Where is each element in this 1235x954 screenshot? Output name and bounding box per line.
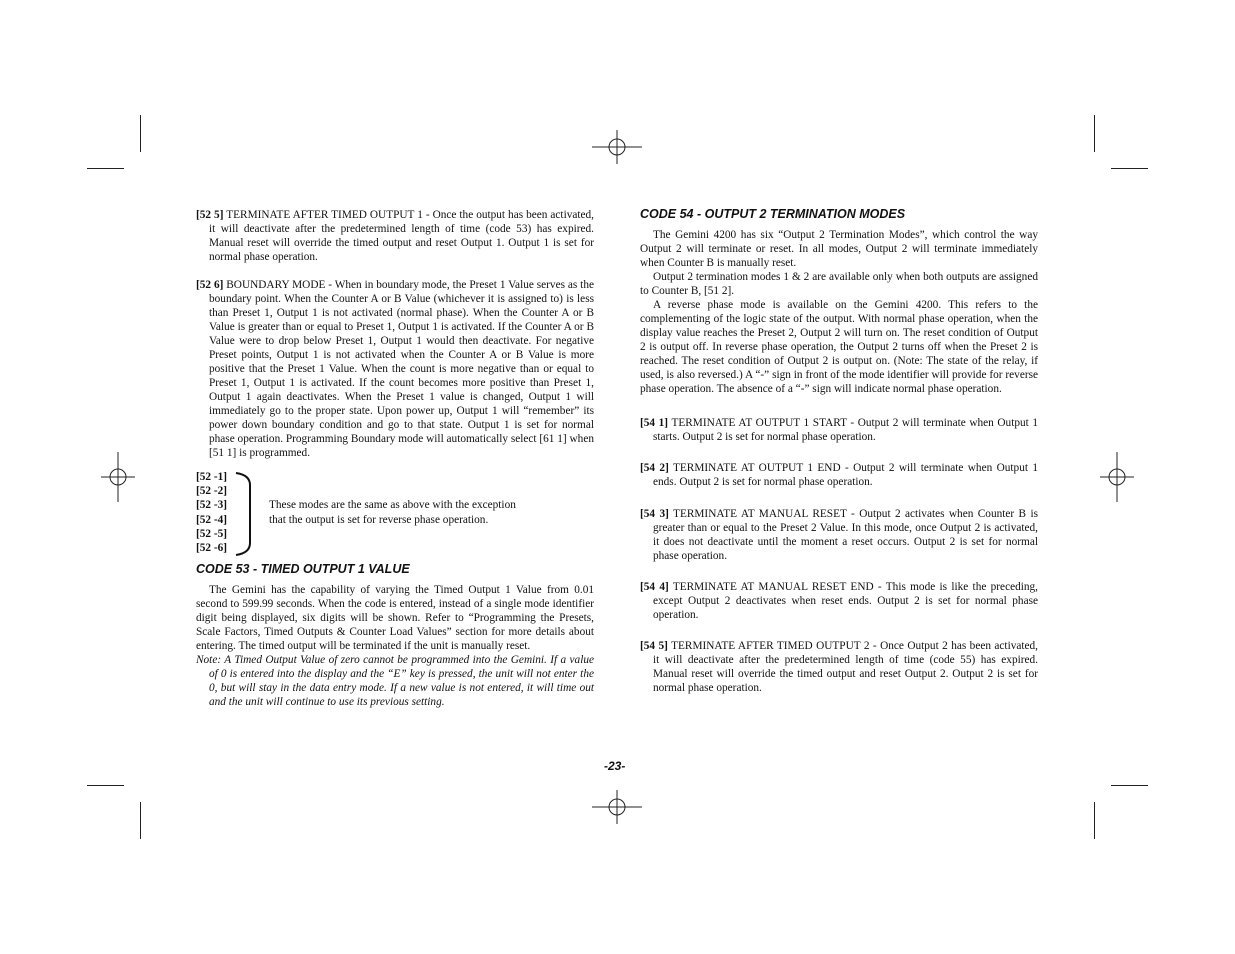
mode-description: TERMINATE AFTER TIMED OUTPUT 2 - Once Output 2 has been activated, it will deactivate after the predetermined length of time (code 55) has expired. Manual reset will override the timed output and reset Output 2. Output 2 is set for normal phase operation. xyxy=(653,640,1038,694)
right-column xyxy=(640,580,1038,622)
body-paragraph: The Gemini 4200 has six “Output 2 Termination Modes”, which control the way Output 2 will terminate or reset. In all modes, Output 2 will terminate immediately when Counter B is manually reset. xyxy=(640,229,1038,269)
mode-54-3 xyxy=(640,507,1038,563)
right-column xyxy=(640,461,1038,489)
mode-code: [54 5] xyxy=(640,640,668,652)
mode-code: [52 -2] xyxy=(196,485,228,498)
registration-mark-icon xyxy=(592,122,642,172)
mode-description: TERMINATE AT MANUAL RESET END - This mode is like the preceding, except Output 2 deactivates when reset ends. Output 2 is set for normal phase operation. xyxy=(653,581,1039,621)
mode-code: [52 -1] xyxy=(196,471,228,483)
mode-code: [52 -5] xyxy=(196,527,228,540)
crop-mark xyxy=(1094,115,1095,152)
crop-mark xyxy=(140,802,141,839)
crop-mark xyxy=(87,785,124,786)
registration-mark-icon xyxy=(93,452,143,502)
right-column xyxy=(640,416,1038,444)
mode-description: TERMINATE AFTER TIMED OUTPUT 1 - Once the output has been activated, it will deactivate after the predetermined length of time (code 53) has expired. Manual reset will override the timed output and reset Output 1. Output 1 is set for normal phase operation. xyxy=(209,209,594,263)
mode-code: [52 -6] xyxy=(196,542,228,555)
mode-description: BOUNDARY MODE - When in boundary mode, the Preset 1 Value serves as the boundary point. When the Counter A or B Value (whichever it is assigned to) is less than Preset 1, Output 1 is not activated (normal phase). When the Counter A or B Value is greater than or equal to Preset 1, Output 1 is activated. If the Counter A or B Value were to drop below Preset 1, Output 1 would then deactivate. For negative Preset points, Output 1 is not activated when the Counter A or B Value is more positive that the Preset 1 Value. When the count is more negative than or equal to Preset 1, Output 1 is activated. If the count becomes more positive than Preset 1, Output 1 again deactivates. When the Preset 1 value is changed, Output 1 will immediately go to the proper state. Upon power up, Output 1 will “remember” its power down boundary condition and go to that state. Output 1 is set for normal phase operation. Programming Boundary mode will automatically select [61 1] when [51 1] is programmed. xyxy=(209,279,594,459)
mode-code: [52 5] xyxy=(196,209,224,221)
registration-mark-icon xyxy=(1092,452,1142,502)
left-column xyxy=(196,278,594,460)
right-column xyxy=(640,507,1038,563)
mode-description: TERMINATE AT OUTPUT 1 START - Output 2 will terminate when Output 1 starts. Output 2 is set for normal phase operation. xyxy=(653,417,1039,443)
crop-mark xyxy=(1111,168,1148,169)
mode-description: TERMINATE AT OUTPUT 1 END - Output 2 will terminate when Output 1 ends. Output 2 is set for normal phase operation. xyxy=(653,462,1038,488)
mode-54-1 xyxy=(640,416,1038,444)
crop-mark xyxy=(140,115,141,152)
mode-52-5 xyxy=(196,208,594,264)
right-column xyxy=(640,639,1038,695)
mode-code: [52 6] xyxy=(196,279,224,291)
reverse-mode-description xyxy=(269,498,516,527)
mode-code: [54 1] xyxy=(640,417,669,429)
mode-code: [52 -3] xyxy=(196,499,228,512)
page-number: -23- xyxy=(604,759,626,773)
mode-54-5 xyxy=(640,639,1038,695)
section-heading: CODE 53 - TIMED OUTPUT 1 VALUE xyxy=(196,562,410,576)
brace-icon xyxy=(234,471,256,557)
reverse-mode-line: that the output is set for reverse phase operation. xyxy=(269,513,489,526)
registration-mark-icon xyxy=(592,782,642,832)
crop-mark xyxy=(1094,802,1095,839)
body-paragraph: Output 2 termination modes 1 & 2 are available only when both outputs are assigned to Counter B, [51 2]. xyxy=(640,271,1038,297)
crop-mark xyxy=(1111,785,1148,786)
note-paragraph: Note: A Timed Output Value of zero cannot be programmed into the Gemini. If a value of 0 is entered into the display and the “E” key is pressed, the unit will not enter the 0, but will stay in the data entry mode. If a new value is not entered, it will time out and the unit will continue to use its previous setting. xyxy=(196,654,594,708)
mode-52-6 xyxy=(196,278,594,460)
body-paragraph: A reverse phase mode is available on the Gemini 4200. This refers to the complementing of the logic state of the output. With normal phase operation, when the display value reaches the Preset 2, Output 2 will turn on. The reset condition of Output 2 is output off. In reverse phase operation, the Output 2 turns off when the Preset 2 is reached. The reset condition of Output 2 is output on. (Note: The state of the relay, if used, is also reversed.) A “-” sign in front of the mode identifier will provide for reverse phase operation. The absence of a “-” sign will indicate normal phase operation. xyxy=(640,299,1038,395)
mode-code: [52 -4] xyxy=(196,513,228,526)
mode-code: [54 3] xyxy=(640,508,669,520)
reverse-mode-codes xyxy=(196,470,227,555)
code53-section xyxy=(196,562,594,709)
crop-mark xyxy=(87,168,124,169)
section-heading: CODE 54 - OUTPUT 2 TERMINATION MODES xyxy=(640,207,906,221)
mode-description: TERMINATE AT MANUAL RESET - Output 2 activates when Counter B is greater than or equal to the Preset 2 Value. In this mode, once Output 2 is activated, it does not deactivate until the moment a reset occurs. Output 2 is set for normal phase operation. xyxy=(653,508,1038,562)
mode-54-4 xyxy=(640,580,1038,622)
reverse-mode-line: These modes are the same as above with the exception xyxy=(269,499,516,511)
left-column xyxy=(196,208,594,264)
mode-54-2 xyxy=(640,461,1038,489)
mode-code: [54 4] xyxy=(640,581,669,593)
body-paragraph: The Gemini has the capability of varying the Timed Output 1 Value from 0.01 second to 599.99 seconds. When the code is entered, instead of a single mode identifier digit being displayed, six digits will be shown. Refer to “Programming the Presets, Scale Factors, Timed Outputs & Counter Load Values” section for more details about entering. The timed output will be terminated if the unit is manually reset. xyxy=(196,584,594,652)
mode-code: [54 2] xyxy=(640,462,669,474)
right-column xyxy=(640,207,1038,396)
